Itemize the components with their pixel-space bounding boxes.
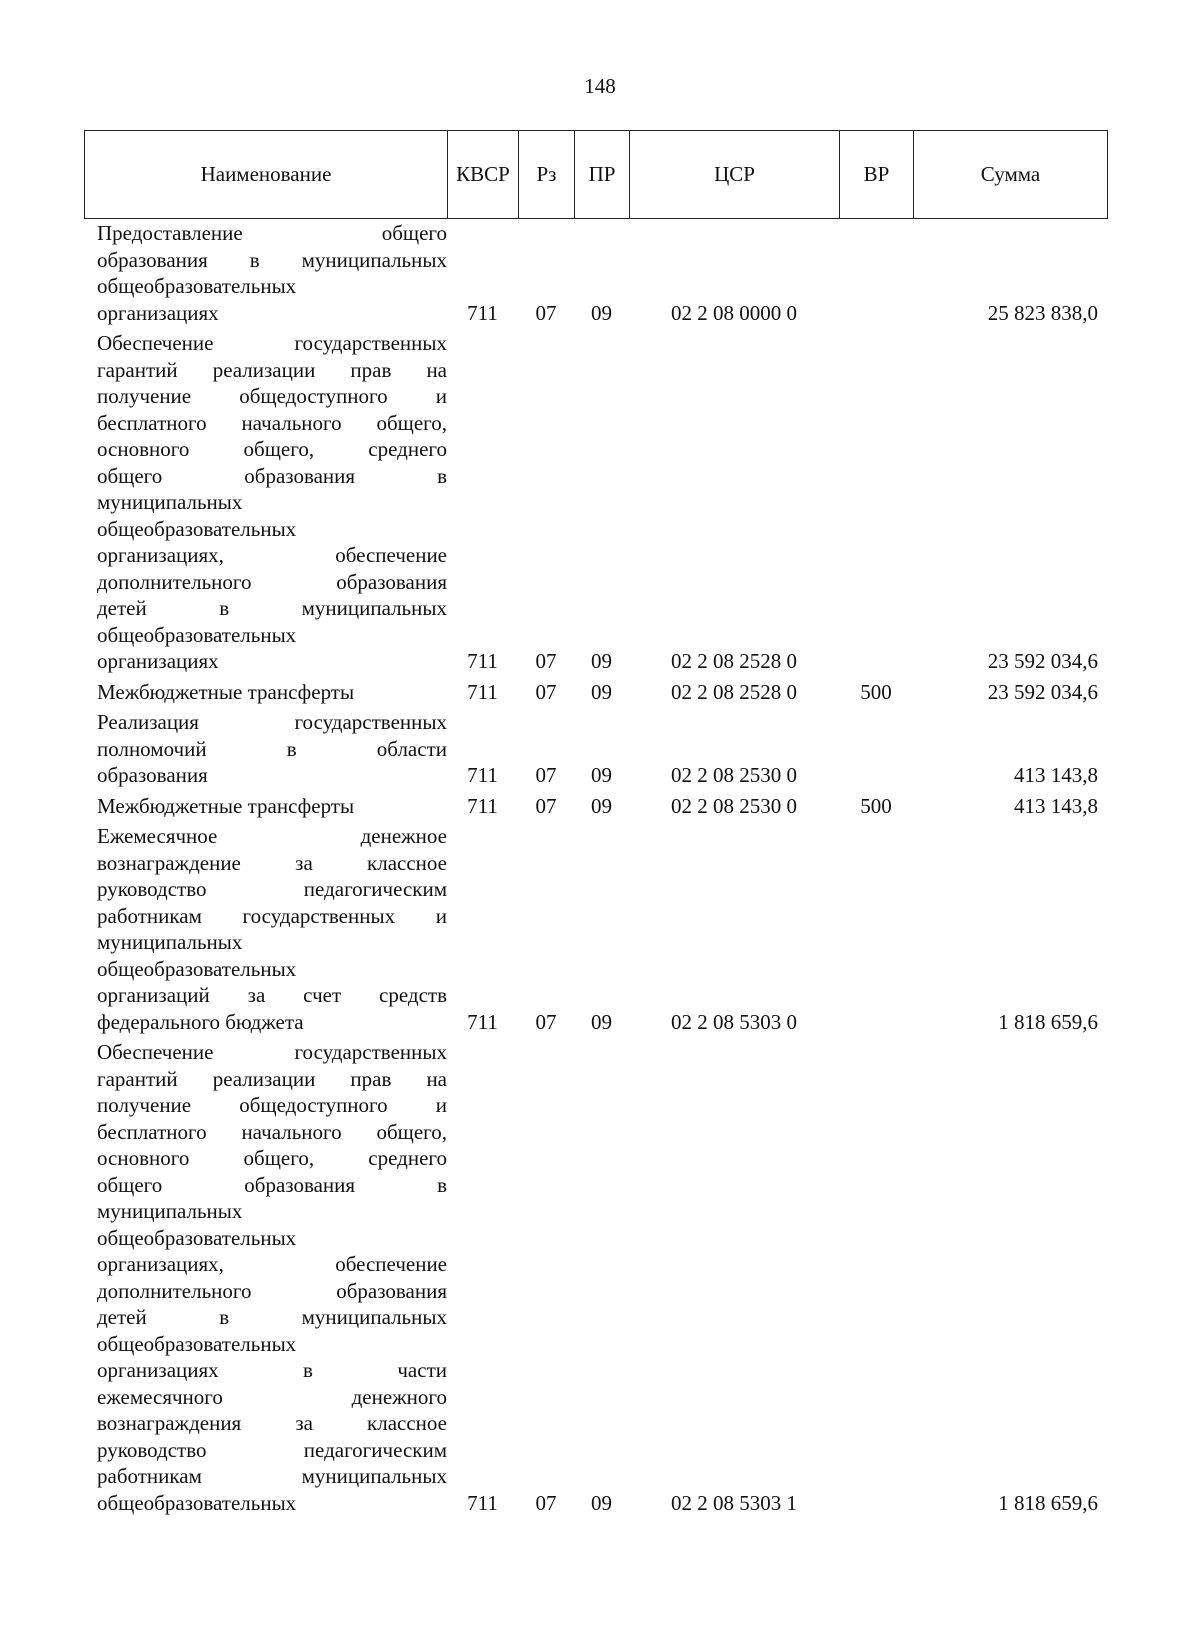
row-name: [84, 679, 447, 706]
row-name-line: общеобразовательных: [97, 274, 297, 298]
row-name-line: Ежемесячное денежное: [97, 824, 447, 848]
cell-pr: 09: [591, 1490, 612, 1515]
cell-rz: 07: [535, 793, 557, 818]
row-name: [84, 330, 447, 675]
row-name-line: Межбюджетные трансферты: [97, 793, 355, 818]
row-name-line: муниципальных: [97, 490, 243, 514]
cell-pr: 09: [591, 793, 612, 818]
row-name-line: Предоставление общего: [97, 221, 447, 245]
cell-rz: 07: [535, 763, 557, 787]
cell-rz: 07: [535, 300, 557, 325]
page-number: 148: [584, 74, 616, 98]
cell-rz: 07: [535, 649, 557, 673]
row-name-line: общеобразовательных: [97, 1225, 297, 1250]
table-row: [84, 330, 1136, 675]
row-name-line: Обеспечение государственных: [97, 1040, 447, 1064]
row-name-line: ежемесячного денежного: [97, 1384, 447, 1409]
row-name: [84, 709, 447, 789]
row-name-line: полномочий в области: [97, 736, 447, 761]
cell-kvsr: 711: [467, 679, 498, 704]
row-name: [84, 793, 447, 820]
table-header: [84, 130, 1108, 219]
cell-kvsr: 711: [467, 649, 498, 673]
column-header-vr: ВР: [840, 131, 914, 219]
row-name-line: организациях: [97, 300, 219, 325]
cell-rz: 07: [535, 1490, 557, 1515]
row-name-line: образования: [97, 763, 208, 787]
row-name-line: общеобразовательных: [97, 1331, 297, 1356]
cell-sum: 413 143,8: [1014, 763, 1098, 787]
table-row: [84, 679, 1136, 706]
cell-vr: [839, 300, 913, 327]
cell-vr: [839, 1490, 913, 1517]
row-name-line: образования в муниципальных: [97, 247, 447, 272]
row-name-line: общеобразовательных: [97, 956, 297, 981]
row-name-line: основного общего, среднего: [97, 437, 447, 461]
row-name-line: Межбюджетные трансферты: [97, 679, 355, 704]
cell-sum: 413 143,8: [1014, 793, 1098, 818]
row-name: [84, 1039, 447, 1516]
cell-sum: 23 592 034,6: [987, 649, 1098, 673]
row-name-line: вознаграждение за классное: [97, 850, 447, 875]
row-name-line: получение общедоступного и: [97, 384, 447, 408]
cell-sum: 1 818 659,6: [998, 1009, 1098, 1034]
row-name-line: вознаграждения за классное: [97, 1411, 447, 1435]
row-name-line: общеобразовательных: [97, 1490, 297, 1515]
row-name-line: работникам муниципальных: [97, 1464, 447, 1488]
cell-pr: 09: [591, 1009, 612, 1034]
cell-csr: 02 2 08 0000 0: [671, 300, 797, 325]
cell-kvsr: 711: [467, 793, 498, 818]
table-row: [84, 823, 1136, 1035]
row-name-line: муниципальных: [97, 930, 243, 954]
row-name-line: основного общего, среднего: [97, 1146, 447, 1170]
cell-vr: 500: [860, 679, 892, 704]
cell-csr: 02 2 08 2528 0: [671, 649, 797, 673]
row-name-line: дополнительного образования: [97, 1278, 447, 1303]
cell-pr: 09: [591, 300, 612, 325]
cell-sum: 1 818 659,6: [998, 1490, 1098, 1515]
cell-csr: 02 2 08 2528 0: [671, 679, 797, 704]
cell-kvsr: 711: [467, 1490, 498, 1515]
row-name-line: общеобразовательных: [97, 516, 297, 541]
row-name-line: руководство педагогическим: [97, 877, 447, 901]
row-name-line: детей в муниципальных: [97, 1305, 447, 1329]
row-name-line: муниципальных: [97, 1199, 243, 1223]
column-header-sum: Сумма: [914, 131, 1108, 219]
row-name-line: гарантий реализации прав на: [97, 1066, 447, 1091]
row-name-line: организаций за счет средств: [97, 983, 447, 1007]
row-name-line: организациях: [97, 649, 219, 673]
cell-pr: 09: [591, 679, 612, 704]
row-name-line: федерального бюджета: [97, 1009, 304, 1034]
row-name-line: получение общедоступного и: [97, 1093, 447, 1117]
column-header-csr: ЦСР: [630, 131, 840, 219]
row-name-line: дополнительного образования: [97, 569, 447, 594]
cell-csr: 02 2 08 5303 1: [671, 1490, 797, 1515]
column-header-rz: Рз: [519, 131, 575, 219]
row-name-line: детей в муниципальных: [97, 596, 447, 620]
cell-vr: [839, 648, 913, 675]
cell-sum: 23 592 034,6: [987, 679, 1098, 704]
column-header-pr: ПР: [575, 131, 630, 219]
row-name-line: Обеспечение государственных: [97, 331, 447, 355]
row-name-line: руководство педагогическим: [97, 1437, 447, 1462]
row-name: [84, 220, 447, 326]
cell-pr: 09: [591, 649, 612, 673]
column-header-name: Наименование: [85, 131, 448, 219]
cell-vr: [839, 1009, 913, 1036]
cell-kvsr: 711: [467, 300, 498, 325]
cell-pr: 09: [591, 763, 612, 787]
cell-rz: 07: [535, 679, 557, 704]
table-row: [84, 793, 1136, 820]
row-name-line: бесплатного начального общего,: [97, 1119, 447, 1144]
row-name-line: общего образования в: [97, 463, 447, 488]
row-name-line: работникам государственных и: [97, 903, 447, 928]
cell-sum: 25 823 838,0: [987, 300, 1098, 325]
row-name-line: Реализация государственных: [97, 710, 447, 734]
cell-csr: 02 2 08 5303 0: [671, 1009, 797, 1034]
row-name-line: организациях, обеспечение: [97, 543, 447, 567]
table-row: [84, 1039, 1136, 1516]
row-name-line: бесплатного начального общего,: [97, 410, 447, 435]
cell-kvsr: 711: [467, 1009, 498, 1034]
cell-vr: [839, 762, 913, 789]
table-body: [84, 220, 1136, 1520]
row-name-line: организациях, обеспечение: [97, 1252, 447, 1276]
row-name-line: организациях в части: [97, 1358, 447, 1382]
row-name-line: общего образования в: [97, 1172, 447, 1197]
cell-rz: 07: [535, 1009, 557, 1034]
row-name-line: общеобразовательных: [97, 622, 297, 647]
column-header-kvsr: КВСР: [448, 131, 519, 219]
row-name-line: гарантий реализации прав на: [97, 357, 447, 382]
cell-vr: 500: [860, 793, 892, 818]
cell-kvsr: 711: [467, 763, 498, 787]
table-row: [84, 709, 1136, 789]
row-name: [84, 823, 447, 1035]
cell-csr: 02 2 08 2530 0: [671, 763, 797, 787]
table-row: [84, 220, 1136, 326]
cell-csr: 02 2 08 2530 0: [671, 793, 797, 818]
